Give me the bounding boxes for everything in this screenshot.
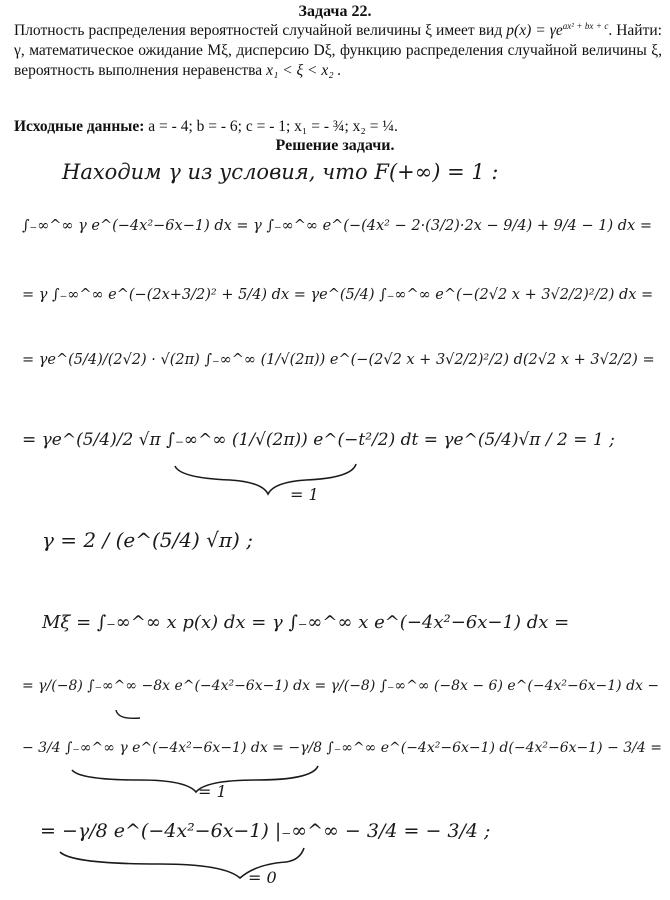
pdf-exponent: ax² + bx + c	[562, 20, 609, 31]
problem-title: Задача 22.	[298, 3, 372, 20]
hw-eq6: Mξ = ∫₋∞^∞ x p(x) dx = γ ∫₋∞^∞ x e^(−4x²−6x−1) dx =	[42, 612, 570, 633]
hw-eq8: − 3/4 ∫₋∞^∞ γ e^(−4x²−6x−1) dx = −γ/8 ∫₋∞^∞ e^(−4x²−6x−1) d(−4x²−6x−1) − 3/4 =	[22, 740, 662, 756]
statement-part2: . Найти: γ, математическое ожидание Mξ, дисперсию Dξ, функцию распределения случайной величины ξ, вероятность выполнения неравенства	[14, 22, 662, 79]
hw-eq4: = γe^(5/4)/2 √π ∫₋∞^∞ (1/√(2π)) e^(−t²/2) dt = γe^(5/4)√π / 2 = 1 ;	[22, 430, 615, 450]
hw-eq5: γ = 2 / (e^(5/4) √π) ;	[42, 528, 253, 552]
hw-eq3: = γe^(5/4)/(2√2) · √(2π) ∫₋∞^∞ (1/√(2π)) e^(−(2√2 x + 3√2/2)²/2) d(2√2 x + 3√2/2) =	[22, 352, 655, 368]
hw-eq4-brace-note: = 1	[290, 485, 319, 504]
hw-eq9: = −γ/8 e^(−4x²−6x−1) |₋∞^∞ − 3/4 = − 3/4 ;	[40, 820, 491, 842]
hw-eq2: = γ ∫₋∞^∞ e^(−(2x+3/2)² + 5/4) dx = γe^(5/4) ∫₋∞^∞ e^(−(2√2 x + 3√2/2)²/2) dx =	[22, 287, 654, 303]
solution-heading: Решение задачи.	[275, 137, 395, 154]
eq4-underbrace	[175, 464, 356, 494]
eq8-underbrace	[72, 766, 318, 792]
given-label: Исходные данные:	[14, 118, 145, 135]
hw-eq9-brace-note: = 0	[248, 868, 277, 887]
statement-part1: Плотность распределения вероятностей случайной величины ξ имеет вид	[14, 22, 503, 39]
pdf-lhs: p(x) = γe	[506, 22, 563, 39]
inequality: x₁ < ξ < x₂ .	[266, 62, 342, 79]
hw-intro: Находим γ из условия, что F(+∞) = 1 :	[62, 160, 499, 184]
hw-eq1: ∫₋∞^∞ γ e^(−4x²−6x−1) dx = γ ∫₋∞^∞ e^(−(4x² − 2·(3/2)·2x − 9/4) + 9/4 − 1) dx =	[22, 218, 652, 234]
hw-eq8-brace-note: = 1	[198, 782, 227, 801]
hw-eq7: = γ/(−8) ∫₋∞^∞ −8x e^(−4x²−6x−1) dx = γ/(−8) ∫₋∞^∞ (−8x − 6) e^(−4x²−6x−1) dx −	[22, 678, 660, 694]
eq9-underbrace	[60, 848, 304, 878]
given-values: a = - 4; b = - 6; c = - 1; x₁ = - ¾; x₂ = ¼.	[148, 118, 398, 135]
eq7-underline	[116, 710, 140, 718]
